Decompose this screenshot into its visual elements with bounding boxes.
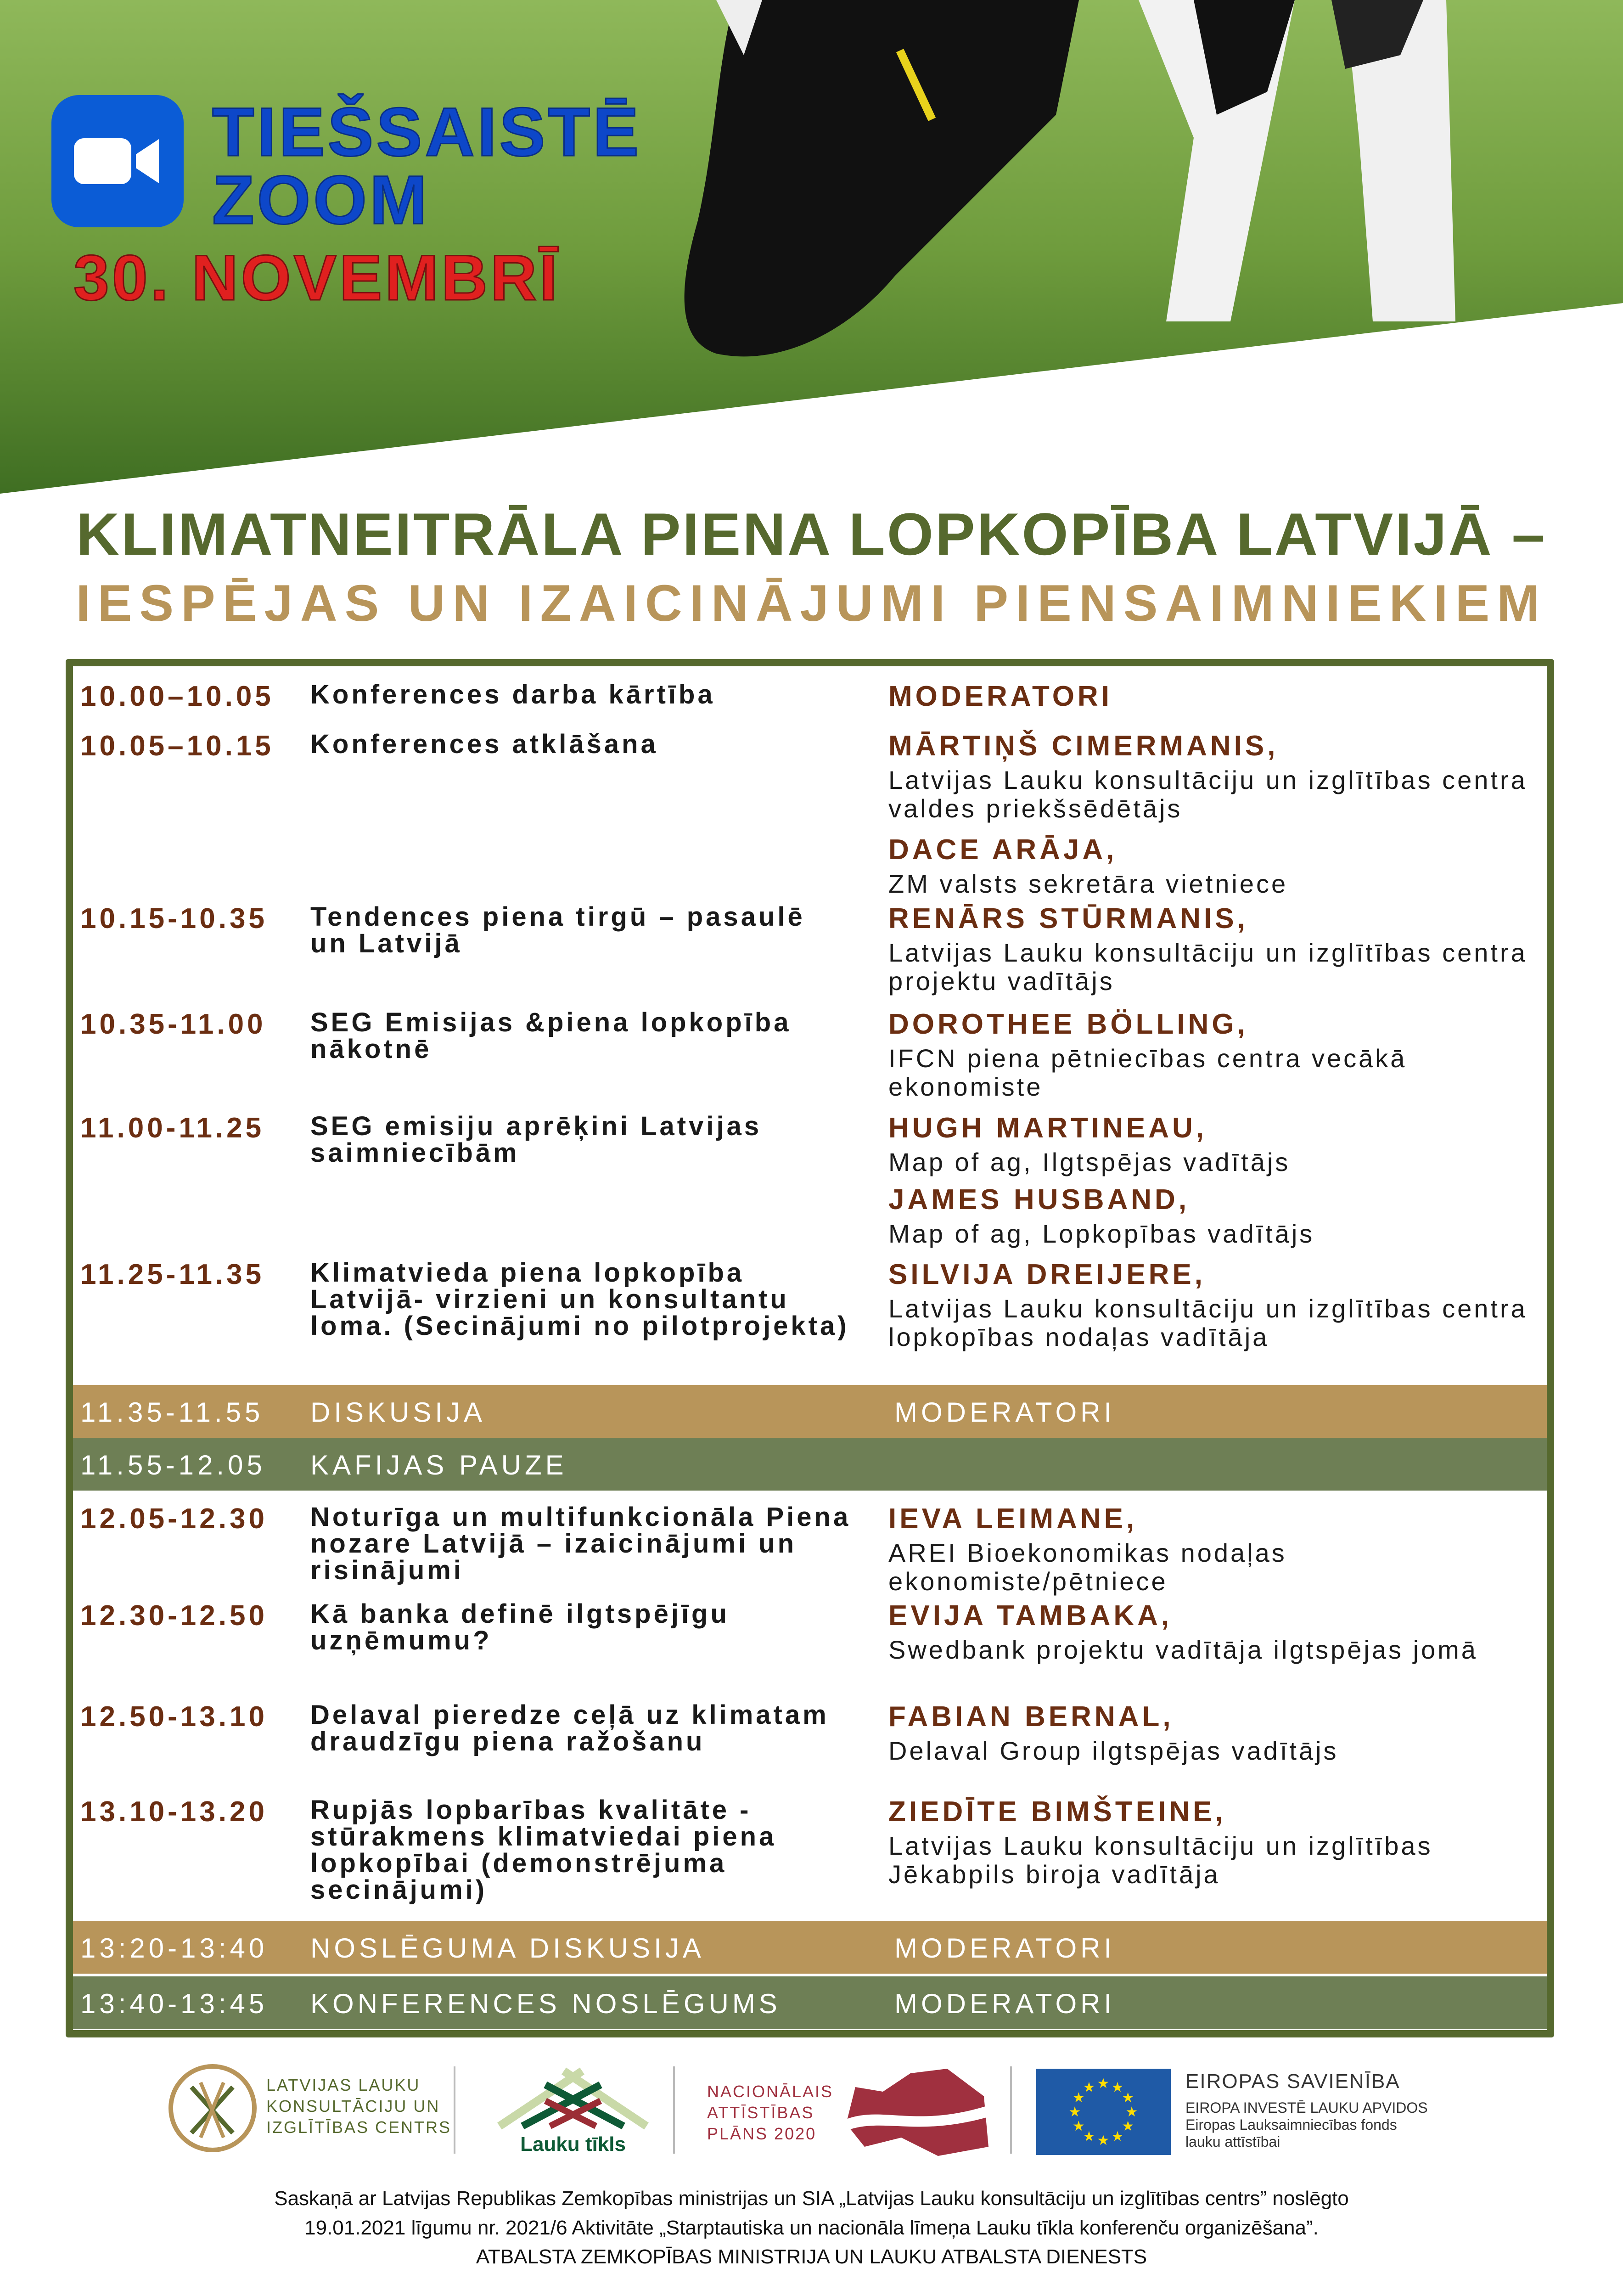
eu-star-icon: ★	[1122, 2090, 1134, 2105]
speaker-block	[888, 905, 1540, 996]
agenda-band-row	[73, 1385, 1547, 1438]
nap-logo-text: NACIONĀLAIS	[707, 2082, 834, 2101]
eu-logo-text: lauku attīstībai	[1185, 2133, 1280, 2150]
speaker-role: Latvijas Lauku konsultāciju un izglītības centra valdes priekšsēdētājs	[888, 765, 1528, 823]
band-right: MODERATORI	[894, 1988, 1116, 2019]
speaker-role: Latvijas Lauku konsultāciju un izglītības centra projektu vadītājs	[888, 938, 1528, 996]
agenda-time: 11.25-11.35	[80, 1259, 265, 1290]
band-right: MODERATORI	[894, 1397, 1116, 1428]
eu-star-icon: ★	[1083, 2080, 1095, 2095]
band-time: 11.55-12.05	[80, 1450, 266, 1480]
band-label: KONFERENCES NOSLĒGUMS	[310, 1988, 781, 2019]
speaker-name: RENĀRS STŪRMANIS,	[888, 903, 1248, 934]
speaker-block	[888, 1798, 1540, 1889]
band-time: 13:20-13:40	[80, 1933, 268, 1964]
event-date: 30. NOVEMBRĪ	[73, 242, 560, 314]
band-label: KAFIJAS PAUZE	[310, 1450, 567, 1480]
agenda-band-row	[73, 1921, 1547, 1974]
agenda-time: 10.00–10.05	[80, 681, 274, 712]
speaker-role: Map of ag, Lopkopības vadītājs	[888, 1219, 1315, 1248]
agenda-topic: Rupjās lopbarības kvalitāte - stūrakmens klimatviedai piena lopkopībai (demonstrējuma secinājumi)	[310, 1795, 777, 1905]
speaker-name: IEVA LEIMANE,	[888, 1503, 1138, 1535]
speaker-name: ZIEDĪTE BIMŠTEINE,	[888, 1796, 1226, 1828]
agenda-band-row	[73, 1976, 1547, 2029]
speaker-block	[888, 1010, 1540, 1101]
speaker-block	[888, 1505, 1540, 1596]
speaker-role: Map of ag, Ilgtspējas vadītājs	[888, 1148, 1291, 1176]
speaker-role: Latvijas Lauku konsultāciju un izglītības centra lopkopības nodaļas vadītāja	[888, 1294, 1528, 1351]
speaker-role: Latvijas Lauku konsultāciju un izglītības Jēkabpils biroja vadītāja	[888, 1831, 1433, 1889]
speaker-block	[888, 682, 1540, 711]
eu-star-icon: ★	[1122, 2119, 1134, 2134]
footer-text: Saskaņā ar Latvijas Republikas Zemkopības ministrijas un SIA „Latvijas Lauku konsultāciju un izglītības centrs” noslēgto	[274, 2187, 1349, 2210]
agenda-time: 10.05–10.15	[80, 730, 274, 762]
nap-logo-text: PLĀNS 2020	[707, 2124, 817, 2143]
agenda-topic: Klimatvieda piena lopkopība Latvijā- virzieni un konsultantu loma. (Secinājumi no pilotprojekta)	[310, 1258, 849, 1341]
speaker-role: ZM valsts sekretāra vietniece	[888, 869, 1288, 898]
agenda-time: 12.50-13.10	[80, 1701, 268, 1733]
nap-logo-text: ATTĪSTĪBAS	[707, 2103, 814, 2122]
lauku-tikls-logo-text: Lauku tīkls	[520, 2133, 626, 2155]
zoom-video-camera-icon	[51, 95, 184, 227]
eu-star-icon: ★	[1068, 2105, 1081, 2120]
llkc-logo-icon	[168, 2064, 257, 2152]
divider	[673, 2066, 675, 2154]
eu-star-icon: ★	[1111, 2129, 1124, 2144]
agenda-time: 13.10-13.20	[80, 1796, 268, 1828]
divider	[454, 2066, 455, 2154]
agenda-time: 12.30-12.50	[80, 1600, 268, 1632]
speaker-block	[888, 732, 1540, 823]
speaker-name: MĀRTIŅŠ CIMERMANIS,	[888, 730, 1279, 762]
online-label: TIEŠSAISTĒ	[212, 93, 642, 170]
speaker-name: DACE ARĀJA,	[888, 834, 1118, 866]
agenda-topic: SEG emisiju aprēķini Latvijas saimniecībām	[310, 1111, 762, 1168]
eu-star-icon: ★	[1072, 2119, 1085, 2134]
eu-logo-text: Eiropas Lauksaimniecības fonds	[1185, 2116, 1397, 2133]
speaker-name: HUGH MARTINEAU,	[888, 1112, 1207, 1144]
eu-star-icon: ★	[1083, 2129, 1095, 2144]
eu-star-icon: ★	[1072, 2090, 1085, 2105]
agenda-topic: Kā banka definē ilgtspējīgu uzņēmumu?	[310, 1599, 730, 1655]
eu-star-icon: ★	[1097, 2076, 1110, 2091]
eu-star-icon: ★	[1111, 2080, 1124, 2095]
speaker-name: DOROTHEE BÖLLING,	[888, 1008, 1248, 1040]
eu-star-icon: ★	[1125, 2105, 1138, 2120]
agenda-band-row	[73, 1438, 1547, 1491]
eu-logo-title: EIROPAS SAVIENĪBA	[1185, 2070, 1400, 2093]
eu-logo-text: EIROPA INVESTĒ LAUKU APVIDOS	[1185, 2099, 1428, 2116]
speaker-block	[888, 1114, 1540, 1176]
eu-flag-icon	[1036, 2069, 1171, 2155]
agenda-topic: SEG Emisijas &piena lopkopība nākotnē	[310, 1007, 792, 1064]
page-title: KLIMATNEITRĀLA PIENA LOPKOPĪBA LATVIJĀ –	[76, 501, 1547, 568]
agenda-time: 12.05-12.30	[80, 1503, 268, 1535]
footer-text: ATBALSTA ZEMKOPĪBAS MINISTRIJA UN LAUKU ATBALSTA DIENESTS	[476, 2245, 1147, 2268]
band-time: 11.35-11.55	[80, 1397, 264, 1428]
speaker-block	[888, 1186, 1540, 1248]
footer-text: 19.01.2021 līgumu nr. 2021/6 Aktivitāte „Starptautiska un nacionāla līmeņa Lauku tīkla konferenču organizēšana”.	[304, 2217, 1319, 2239]
speaker-block	[888, 1602, 1540, 1664]
speaker-role: Swedbank projektu vadītāja ilgtspējas jomā	[888, 1635, 1478, 1664]
llkc-logo-text: LATVIJAS LAUKU	[266, 2076, 421, 2094]
speaker-role: IFCN piena pētniecības centra vecākā ekonomiste	[888, 1044, 1407, 1101]
platform-label: ZOOM	[212, 161, 430, 238]
speaker-role: AREI Bioekonomikas nodaļas ekonomiste/pētniece	[888, 1538, 1287, 1596]
agenda-topic: Konferences atklāšana	[310, 729, 658, 759]
band-time: 13:40-13:45	[80, 1988, 268, 2019]
speaker-name: JAMES HUSBAND,	[888, 1184, 1190, 1216]
speaker-role: Delaval Group ilgtspējas vadītājs	[888, 1736, 1339, 1765]
speaker-block	[888, 1703, 1540, 1765]
agenda-time: 10.35-11.00	[80, 1008, 266, 1040]
agenda-topic: Tendences piena tirgū – pasaulē un Latvijā	[310, 902, 805, 958]
agenda-time: 10.15-10.35	[80, 903, 268, 934]
speaker-name: FABIAN BERNAL,	[888, 1701, 1174, 1733]
speaker-block	[888, 1261, 1540, 1351]
agenda-time: 11.00-11.25	[80, 1112, 265, 1144]
band-label: NOSLĒGUMA DISKUSIJA	[310, 1933, 705, 1964]
lauku-tikls-logo	[490, 2066, 656, 2154]
speaker-name: MODERATORI	[888, 681, 1112, 712]
speaker-name: EVIJA TAMBAKA,	[888, 1600, 1173, 1632]
llkc-logo-text: KONSULTĀCIJU UN	[266, 2097, 440, 2116]
agenda-topic: Noturīga un multifunkcionāla Piena nozare Latvijā – izaicinājumi un risinājumi	[310, 1502, 851, 1585]
agenda-topic: Delaval pieredze ceļā uz klimatam draudzīgu piena ražošanu	[310, 1700, 829, 1756]
speaker-name: SILVIJA DREIJERE,	[888, 1259, 1206, 1290]
band-right: MODERATORI	[894, 1933, 1116, 1964]
agenda-topic: Konferences darba kārtība	[310, 680, 715, 709]
latvia-map-icon	[846, 2069, 988, 2156]
speaker-block	[888, 836, 1540, 898]
eu-star-icon: ★	[1097, 2133, 1110, 2148]
band-label: DISKUSIJA	[310, 1397, 486, 1428]
divider	[1010, 2066, 1012, 2154]
page-subtitle: IESPĒJAS UN IZAICINĀJUMI PIENSAIMNIEKIEM	[76, 574, 1547, 632]
llkc-logo-text: IZGLĪTĪBAS CENTRS	[266, 2118, 452, 2137]
